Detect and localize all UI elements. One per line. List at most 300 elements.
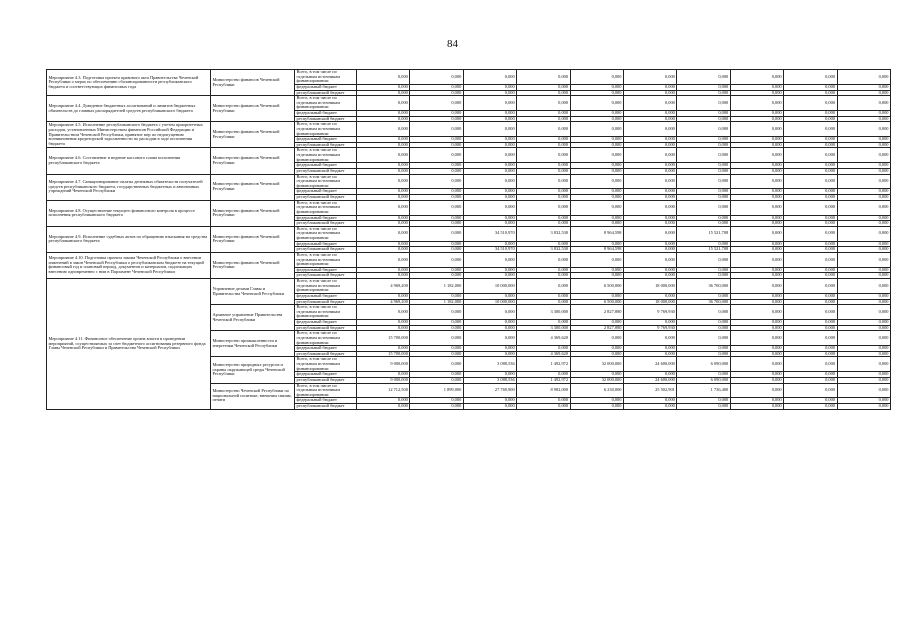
amount-cell: 0,000 [357, 148, 410, 163]
amount-cell: 0,000 [730, 195, 783, 201]
amount-cell: 9 769,930 [623, 325, 676, 331]
amount-cell: 0,000 [623, 200, 676, 215]
amount-cell: 0,000 [730, 96, 783, 111]
amount-cell: 0,000 [837, 293, 890, 299]
amount-cell: 0,000 [784, 116, 837, 122]
amount-cell: 0,000 [410, 351, 463, 357]
amount-cell: 0,000 [837, 142, 890, 148]
amount-cell: 0,000 [784, 189, 837, 195]
amount-cell: 0,000 [677, 148, 730, 163]
amount-cell: 0,000 [357, 111, 410, 117]
amount-cell: 0,000 [677, 116, 730, 122]
amount-cell: 0,000 [837, 122, 890, 137]
activity-name: Мероприятие 4.11. Финансовое обеспечение органа власти в проведении мероприятий, осуществляемых за счет бюджетного ассигнования резервного фонда Главы Чеченской Республики и Правительства Чеченской Республики [47, 279, 211, 410]
amount-cell: 0,000 [677, 320, 730, 326]
amount-cell: 0,000 [463, 372, 516, 378]
executor-name: Министерство природных ресурсов и охраны окружающей среды Чеченской Республики [211, 357, 295, 383]
amount-cell: 0,000 [677, 241, 730, 247]
executor-name: Министерство финансов Чеченской Республики [211, 148, 295, 174]
amount-cell: 0,000 [837, 305, 890, 320]
amount-cell: 3 832,530 [517, 247, 570, 253]
amount-cell: 0,000 [730, 351, 783, 357]
amount-cell: 0,000 [623, 273, 676, 279]
amount-cell: 0,000 [463, 168, 516, 174]
amount-cell: 0,000 [623, 252, 676, 267]
amount-cell: 0,000 [410, 357, 463, 372]
amount-cell: 0,000 [730, 273, 783, 279]
amount-cell: 0,000 [677, 404, 730, 410]
amount-cell: 0,000 [570, 163, 623, 169]
amount-cell: 0,000 [730, 267, 783, 273]
amount-cell: 0,000 [784, 398, 837, 404]
amount-cell: 0,000 [730, 252, 783, 267]
amount-cell: 0,000 [357, 142, 410, 148]
activity-name: Мероприятие 4.4. Доведение бюджетных ассигнований и лимитов бюджетных обязательств до главных распорядителей средств республиканского бюджета [47, 96, 211, 122]
amount-cell: 0,000 [463, 142, 516, 148]
amount-cell: 0,000 [730, 142, 783, 148]
amount-cell: 0,000 [517, 137, 570, 143]
funding-source: республиканский бюджет [295, 325, 357, 331]
table-row [47, 226, 891, 241]
amount-cell: 27 769,900 [463, 383, 516, 398]
amount-cell: 0,000 [623, 404, 676, 410]
amount-cell: 0,000 [463, 163, 516, 169]
amount-cell: 0,000 [677, 221, 730, 227]
amount-cell: 0,000 [570, 195, 623, 201]
activity-name: Мероприятие 4.3. Подготовка проекта правового акта Правительства Чеченской Республики о мерах по обеспечению сбалансированности республиканского бюджета и соответствующих финансовых года [47, 70, 211, 96]
amount-cell: 6 090,000 [677, 357, 730, 372]
amount-cell: 0,000 [357, 404, 410, 410]
amount-cell: 0,000 [677, 267, 730, 273]
amount-cell: 0,000 [357, 70, 410, 85]
amount-cell: 0,000 [570, 346, 623, 352]
funding-source: Всего, в том числе по отдельным источникам финансирования: [295, 148, 357, 163]
amount-cell: 0,000 [730, 90, 783, 96]
amount-cell: 0,000 [677, 305, 730, 320]
amount-cell: 0,000 [463, 148, 516, 163]
amount-cell: 0,000 [357, 163, 410, 169]
amount-cell: 0,000 [677, 346, 730, 352]
amount-cell: 0,000 [410, 247, 463, 253]
amount-cell: 0,000 [410, 111, 463, 117]
amount-cell: 0,000 [837, 116, 890, 122]
funding-source: Всего, в том числе по отдельным источникам финансирования: [295, 305, 357, 320]
amount-cell: 2 827,880 [570, 325, 623, 331]
amount-cell: 0,000 [677, 189, 730, 195]
amount-cell: 0,000 [357, 84, 410, 90]
amount-cell: 36 700,000 [677, 279, 730, 294]
amount-cell: 0,000 [837, 174, 890, 189]
amount-cell: 0,000 [623, 189, 676, 195]
amount-cell: 0,000 [517, 404, 570, 410]
amount-cell: 0,000 [463, 137, 516, 143]
amount-cell: 0,000 [730, 111, 783, 117]
amount-cell: 0,000 [784, 122, 837, 137]
executor-name: Архивное управление Правительства Чеченской Республики [211, 305, 295, 331]
funding-source: Всего, в том числе по отдельным источникам финансирования: [295, 200, 357, 215]
amount-cell: 0,000 [623, 116, 676, 122]
amount-cell: 34 510,970 [463, 226, 516, 241]
funding-source: федеральный бюджет [295, 215, 357, 221]
amount-cell: 0,000 [463, 174, 516, 189]
amount-cell: 0,000 [463, 116, 516, 122]
amount-cell: 0,000 [784, 383, 837, 398]
amount-cell: 0,000 [463, 200, 516, 215]
amount-cell: 0,000 [517, 84, 570, 90]
amount-cell: 0,000 [463, 398, 516, 404]
executor-name: Министерство Чеченской Республики по национальной политике, внешним связям, печати [211, 383, 295, 409]
amount-cell: 0,000 [410, 252, 463, 267]
amount-cell: 0,000 [623, 215, 676, 221]
amount-cell: 0,000 [410, 148, 463, 163]
amount-cell: 0,000 [730, 357, 783, 372]
amount-cell: 0,000 [784, 226, 837, 241]
amount-cell: 0,000 [623, 174, 676, 189]
amount-cell: 0,000 [784, 174, 837, 189]
funding-source: республиканский бюджет [295, 90, 357, 96]
amount-cell: 0,000 [357, 247, 410, 253]
amount-cell: 0,000 [784, 168, 837, 174]
page-number: 84 [447, 38, 458, 50]
amount-cell: 0,000 [623, 398, 676, 404]
amount-cell: 0,000 [463, 122, 516, 137]
amount-cell: 0,000 [677, 137, 730, 143]
amount-cell: 0,000 [410, 346, 463, 352]
executor-name: Министерство финансов Чеченской Республики [211, 252, 295, 278]
amount-cell: 0,000 [357, 372, 410, 378]
amount-cell: 1 182,000 [410, 299, 463, 305]
amount-cell: 0,000 [517, 148, 570, 163]
amount-cell: 0,000 [517, 267, 570, 273]
amount-cell: 0,000 [730, 404, 783, 410]
amount-cell: 0,000 [784, 96, 837, 111]
amount-cell: 0,000 [517, 215, 570, 221]
amount-cell: 0,000 [570, 90, 623, 96]
amount-cell: 0,000 [623, 247, 676, 253]
amount-cell: 0,000 [730, 325, 783, 331]
amount-cell: 0,000 [463, 96, 516, 111]
amount-cell: 0,000 [784, 346, 837, 352]
amount-cell: 0,000 [837, 168, 890, 174]
amount-cell: 8 982,000 [517, 383, 570, 398]
amount-cell: 0,000 [837, 96, 890, 111]
amount-cell: 4 369,620 [517, 331, 570, 346]
amount-cell: 0,000 [410, 122, 463, 137]
funding-source: федеральный бюджет [295, 320, 357, 326]
amount-cell: 0,000 [677, 195, 730, 201]
funding-source: Всего, в том числе по отдельным источникам финансирования: [295, 331, 357, 346]
amount-cell: 0,000 [677, 200, 730, 215]
amount-cell: 0,000 [784, 320, 837, 326]
amount-cell: 0,000 [517, 116, 570, 122]
amount-cell: 0,000 [357, 221, 410, 227]
funding-source: федеральный бюджет [295, 267, 357, 273]
amount-cell: 0,000 [357, 168, 410, 174]
amount-cell: 0,000 [837, 357, 890, 372]
amount-cell: 0,000 [517, 168, 570, 174]
amount-cell: 0,000 [837, 325, 890, 331]
amount-cell: 0,000 [463, 331, 516, 346]
funding-source: Всего, в том числе по отдельным источникам финансирования: [295, 226, 357, 241]
amount-cell: 0,000 [837, 377, 890, 383]
amount-cell: 0,000 [784, 273, 837, 279]
table-row [47, 174, 891, 189]
amount-cell: 6 230,000 [570, 383, 623, 398]
amount-cell: 0,000 [517, 279, 570, 294]
amount-cell: 0,000 [677, 168, 730, 174]
amount-cell: 0,000 [357, 90, 410, 96]
amount-cell: 12 712,500 [357, 383, 410, 398]
amount-cell: 0,000 [677, 398, 730, 404]
amount-cell: 0,000 [837, 226, 890, 241]
amount-cell: 0,000 [784, 372, 837, 378]
amount-cell: 0,000 [784, 252, 837, 267]
amount-cell: 0,000 [784, 148, 837, 163]
amount-cell: 0,000 [357, 189, 410, 195]
amount-cell: 0,000 [570, 398, 623, 404]
amount-cell: 0,000 [410, 195, 463, 201]
amount-cell: 0,000 [784, 215, 837, 221]
executor-name: Министерство финансов Чеченской Республики [211, 122, 295, 148]
amount-cell: 0,000 [784, 357, 837, 372]
amount-cell: 0,000 [517, 142, 570, 148]
amount-cell: 0,000 [730, 346, 783, 352]
amount-cell: 15 521,708 [677, 247, 730, 253]
amount-cell: 0,000 [570, 189, 623, 195]
amount-cell: 0,000 [730, 200, 783, 215]
amount-cell: 0,000 [463, 252, 516, 267]
table-row [47, 70, 891, 85]
amount-cell: 0,000 [463, 189, 516, 195]
amount-cell: 0,000 [517, 174, 570, 189]
amount-cell: 24 600,000 [623, 377, 676, 383]
amount-cell: 0,000 [463, 195, 516, 201]
amount-cell: 6 090,000 [677, 377, 730, 383]
amount-cell: 0,000 [517, 299, 570, 305]
funding-source: Всего, в том числе по отдельным источникам финансирования: [295, 70, 357, 85]
amount-cell: 0,000 [623, 241, 676, 247]
table-row [47, 252, 891, 267]
amount-cell: 0,000 [784, 221, 837, 227]
amount-cell: 0,000 [570, 116, 623, 122]
amount-cell: 32 000,000 [570, 357, 623, 372]
amount-cell: 0,000 [623, 267, 676, 273]
amount-cell: 0,000 [784, 267, 837, 273]
amount-cell: 0,000 [517, 189, 570, 195]
amount-cell: 0,000 [410, 226, 463, 241]
amount-cell: 0,000 [570, 70, 623, 85]
funding-source: федеральный бюджет [295, 189, 357, 195]
amount-cell: 0,000 [623, 111, 676, 117]
amount-cell: 0,000 [623, 70, 676, 85]
executor-name: Министерство финансов Чеченской Республики [211, 200, 295, 226]
amount-cell: 0,000 [410, 168, 463, 174]
amount-cell: 0,000 [784, 241, 837, 247]
amount-cell: 10 000,000 [463, 279, 516, 294]
amount-cell: 0,000 [730, 299, 783, 305]
amount-cell: 0,000 [517, 252, 570, 267]
amount-cell: 0,000 [730, 116, 783, 122]
amount-cell: 0,000 [357, 137, 410, 143]
amount-cell: 2 827,880 [570, 305, 623, 320]
amount-cell: 0,000 [837, 279, 890, 294]
amount-cell: 4 369,620 [517, 351, 570, 357]
amount-cell: 0,000 [463, 346, 516, 352]
activity-name: Мероприятие 4.9. Исполнение судебных актов по обращению взыскания на средства республиканского бюджета [47, 226, 211, 252]
activity-name: Мероприятие 4.10. Подготовка проекта закона Чеченской Республики о внесении изменений в закон Чеченской Республики о республиканском бюджете на текущий финансовый год и плановый период, документов и материалов, подлежащих внесению одновременно с ним в Парламент Чеченской Республики [47, 252, 211, 278]
amount-cell: 3 832,530 [517, 226, 570, 241]
amount-cell: 15 700,000 [357, 351, 410, 357]
amount-cell: 0,000 [570, 84, 623, 90]
amount-cell: 1 736,400 [677, 383, 730, 398]
amount-cell: 0,000 [837, 137, 890, 143]
amount-cell: 0,000 [837, 331, 890, 346]
amount-cell: 0,000 [570, 142, 623, 148]
amount-cell: 0,000 [784, 90, 837, 96]
funding-source: федеральный бюджет [295, 111, 357, 117]
funding-source: республиканский бюджет [295, 142, 357, 148]
funding-source: Всего, в том числе по отдельным источникам финансирования: [295, 279, 357, 294]
amount-cell: 0,000 [410, 267, 463, 273]
amount-cell: 0,000 [570, 372, 623, 378]
amount-cell: 0,000 [784, 299, 837, 305]
amount-cell: 0,000 [623, 96, 676, 111]
funding-source: Всего, в том числе по отдельным источникам финансирования: [295, 96, 357, 111]
amount-cell: 0,000 [410, 189, 463, 195]
amount-cell: 0,000 [410, 96, 463, 111]
amount-cell: 0,000 [784, 195, 837, 201]
amount-cell: 0,000 [784, 305, 837, 320]
amount-cell: 0,000 [730, 226, 783, 241]
amount-cell: 0,000 [784, 293, 837, 299]
amount-cell: 0,000 [410, 200, 463, 215]
amount-cell: 0,000 [730, 331, 783, 346]
amount-cell: 0,000 [784, 279, 837, 294]
amount-cell: 0,000 [837, 195, 890, 201]
amount-cell: 0,000 [517, 200, 570, 215]
funding-source: федеральный бюджет [295, 372, 357, 378]
amount-cell: 0,000 [463, 111, 516, 117]
amount-cell: 0,000 [517, 111, 570, 117]
funding-source: республиканский бюджет [295, 404, 357, 410]
amount-cell: 0,000 [837, 299, 890, 305]
amount-cell: 0,000 [410, 331, 463, 346]
amount-cell: 0,000 [623, 195, 676, 201]
amount-cell: 0,000 [570, 137, 623, 143]
amount-cell: 0,000 [463, 351, 516, 357]
amount-cell: 0,000 [730, 168, 783, 174]
amount-cell: 0,000 [623, 137, 676, 143]
amount-cell: 0,000 [463, 221, 516, 227]
funding-source: республиканский бюджет [295, 299, 357, 305]
amount-cell: 0,000 [570, 168, 623, 174]
amount-cell: 0,000 [677, 122, 730, 137]
amount-cell: 0,000 [570, 351, 623, 357]
amount-cell: 0,000 [570, 267, 623, 273]
activity-name: Мероприятие 4.7. Санкционирование оплаты денежных обязательств получателей средств республиканского бюджета, государственных бюджетных и автономных учреждений Чеченской Республики [47, 174, 211, 200]
amount-cell: 0,000 [784, 200, 837, 215]
amount-cell: 0,000 [410, 377, 463, 383]
amount-cell: 0,000 [570, 221, 623, 227]
amount-cell: 0,000 [463, 325, 516, 331]
amount-cell: 0,000 [570, 252, 623, 267]
amount-cell: 0,000 [837, 148, 890, 163]
amount-cell: 0,000 [357, 174, 410, 189]
funding-source: федеральный бюджет [295, 137, 357, 143]
amount-cell: 0,000 [677, 84, 730, 90]
amount-cell: 0,000 [730, 377, 783, 383]
amount-cell: 0,000 [623, 293, 676, 299]
amount-cell: 0,000 [410, 273, 463, 279]
amount-cell: 0,000 [837, 351, 890, 357]
amount-cell: 6 500,000 [570, 279, 623, 294]
amount-cell: 0,000 [677, 293, 730, 299]
amount-cell: 0,000 [517, 293, 570, 299]
amount-cell: 0,000 [570, 122, 623, 137]
executor-name: Управление делами Главы и Правительства Чеченской Республики [211, 279, 295, 305]
amount-cell: 1 492,972 [517, 357, 570, 372]
amount-cell: 0,000 [517, 320, 570, 326]
activity-name: Мероприятие 4.5. Исполнение республиканского бюджета с учетом приоритетных расходов, установленных Министерством финансов Российской Федерации и Правительством Чеченской Республики, принятие мер по недопущению возникновения кредиторской задолженности по расходам в ходе исполнения бюджета [47, 122, 211, 148]
amount-cell: 0,000 [623, 148, 676, 163]
funding-source: федеральный бюджет [295, 398, 357, 404]
amount-cell: 0,000 [730, 279, 783, 294]
amount-cell: 4 969,200 [357, 299, 410, 305]
amount-cell: 0,000 [730, 174, 783, 189]
amount-cell: 0,000 [517, 195, 570, 201]
funding-source: республиканский бюджет [295, 116, 357, 122]
amount-cell: 0,000 [463, 404, 516, 410]
executor-name: Министерство финансов Чеченской Республики [211, 174, 295, 200]
amount-cell: 0,000 [410, 116, 463, 122]
table-row [47, 279, 891, 294]
amount-cell: 0,000 [463, 267, 516, 273]
amount-cell: 34 510,970 [463, 247, 516, 253]
funding-source: федеральный бюджет [295, 163, 357, 169]
amount-cell: 0,000 [410, 404, 463, 410]
amount-cell: 0,000 [357, 96, 410, 111]
amount-cell: 0,000 [677, 252, 730, 267]
amount-cell: 0,000 [410, 137, 463, 143]
amount-cell: 0,000 [357, 215, 410, 221]
table-row [47, 96, 891, 111]
amount-cell: 0,000 [357, 273, 410, 279]
amount-cell: 9 769,930 [623, 305, 676, 320]
amount-cell: 15 700,000 [357, 331, 410, 346]
funding-source: республиканский бюджет [295, 351, 357, 357]
amount-cell: 0,000 [623, 320, 676, 326]
funding-source: Всего, в том числе по отдельным источникам финансирования: [295, 252, 357, 267]
amount-cell: 0,000 [677, 372, 730, 378]
amount-cell: 0,000 [463, 305, 516, 320]
amount-cell: 0,000 [570, 293, 623, 299]
amount-cell: 0,000 [730, 383, 783, 398]
amount-cell: 0,000 [517, 221, 570, 227]
amount-cell: 0,000 [837, 215, 890, 221]
amount-cell: 0,000 [463, 215, 516, 221]
amount-cell: 0,000 [784, 84, 837, 90]
amount-cell: 0,000 [357, 241, 410, 247]
amount-cell: 0,000 [730, 221, 783, 227]
amount-cell: 0,000 [517, 372, 570, 378]
funding-source: федеральный бюджет [295, 84, 357, 90]
amount-cell: 0,000 [463, 293, 516, 299]
amount-cell: 0,000 [570, 273, 623, 279]
funding-source: федеральный бюджет [295, 293, 357, 299]
amount-cell: 0,000 [837, 70, 890, 85]
amount-cell: 0,000 [677, 351, 730, 357]
funding-source: республиканский бюджет [295, 195, 357, 201]
